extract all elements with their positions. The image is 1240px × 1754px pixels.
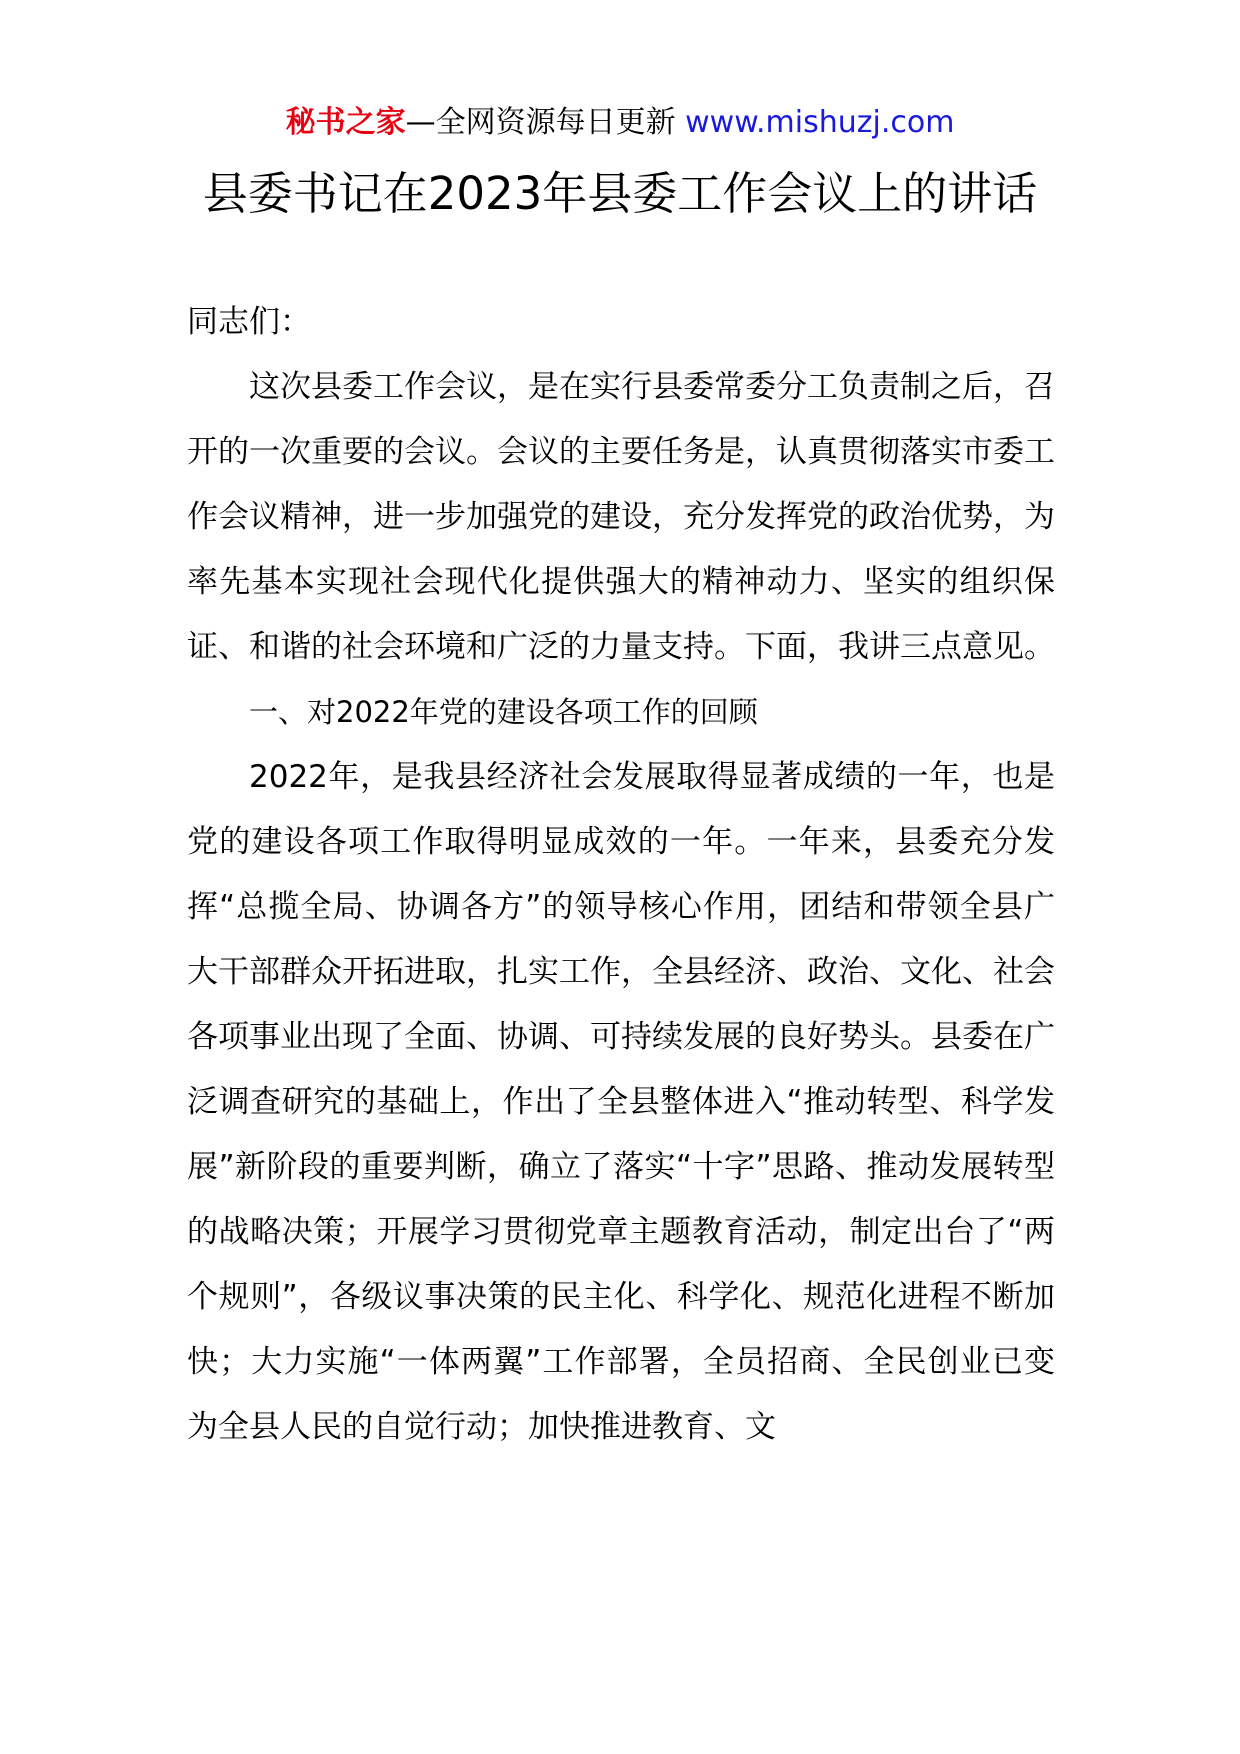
section-heading-1: 一、对2022年党的建设各项工作的回顾	[249, 695, 758, 729]
site-url-link[interactable]: www.mishuzj.com	[685, 105, 955, 140]
salutation: 同志们：	[187, 304, 311, 340]
document-body	[187, 290, 1055, 1460]
site-brand: 秘书之家	[285, 105, 406, 140]
body-paragraph-2: 2022年，是我县经济社会发展取得显著成绩的一年，也是党的建设各项工作取得明显成效的一年。一年来，县委充分发挥“总揽全局、协调各方”的领导核心作用，团结和带领全县广大干部群众开拓进取，扎实工作，全县经济、政治、文化、社会各项事业出现了全面、协调、可持续发展的良好势头。县委在广泛调查研究的基础上，作出了全县整体进入“推动转型、科学发展”新阶段的重要判断，确立了落实“十字”思路、推动发展转型的战略决策；开展学习贯彻党章主题教育活动，制定出台了“两个规则”，各级议事决策的民主化、科学化、规范化进程不断加快；大力实施“一体两翼”工作部署，全员招商、全民创业已变为全县人民的自觉行动；加快推进教育、文	[187, 759, 1055, 1445]
body-paragraph-1: 这次县委工作会议，是在实行县委常委分工负责制之后，召开的一次重要的会议。会议的主要任务是，认真贯彻落实市委工作会议精神，进一步加强党的建设，充分发挥党的政治优势，为率先基本实现社会现代化提供强大的精神动力、坚实的组织保证、和谐的社会环境和广泛的力量支持。下面，我讲三点意见。	[187, 369, 1055, 665]
site-header	[0, 100, 1240, 146]
document-title: 县委书记在2023年县委工作会议上的讲话	[202, 167, 1038, 220]
site-tagline: —全网资源每日更新	[405, 105, 676, 140]
